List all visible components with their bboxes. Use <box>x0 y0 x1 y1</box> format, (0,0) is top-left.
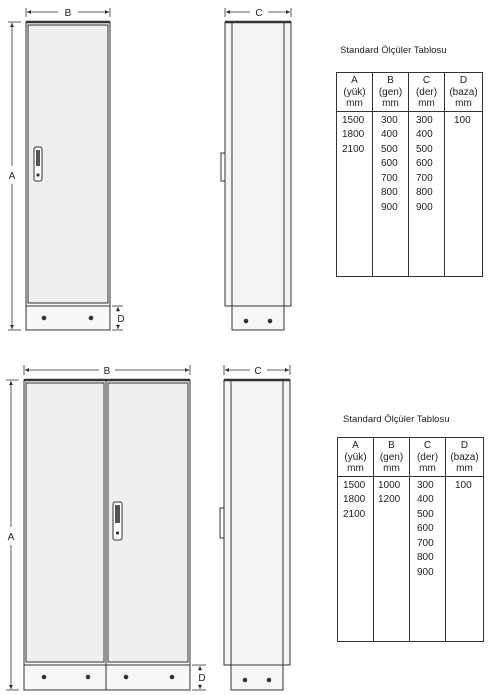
standard-dimensions-table-single <box>336 72 483 277</box>
column-c-values: 300 400 500 600 700 800 900 <box>409 111 445 276</box>
header-c: C (der) mm <box>410 438 446 477</box>
column-d-values: 100 <box>445 111 483 276</box>
double-door-cabinet-front <box>24 380 190 690</box>
header-d: D (baza) mm <box>446 438 484 477</box>
table-header-row <box>337 73 483 112</box>
header-c: C (der) mm <box>409 73 445 112</box>
column-b-values: 1000 1200 <box>374 476 410 641</box>
header-b: B (gen) mm <box>374 438 410 477</box>
bottom-depth-label: C <box>254 366 262 377</box>
column-c-values: 300 400 500 600 700 800 900 <box>410 476 446 641</box>
top-base-label: D <box>117 314 125 325</box>
table-values-row <box>337 111 483 276</box>
single-door-cabinet-side <box>221 22 291 330</box>
double-door-cabinet-side <box>220 380 290 690</box>
header-b: B (gen) mm <box>373 73 409 112</box>
column-a-values: 1500 1800 2100 <box>337 111 373 276</box>
column-b-values: 300 400 500 600 700 800 900 <box>373 111 409 276</box>
door-handle-icon <box>34 147 42 181</box>
column-a-values: 1500 1800 2100 <box>338 476 374 641</box>
header-d: D (baza) mm <box>445 73 483 112</box>
table-values-row <box>338 476 484 641</box>
standard-dimensions-table-double <box>337 437 484 642</box>
bottom-height-label: A <box>7 532 15 543</box>
bottom-width-label: B <box>103 366 111 377</box>
top-height-label: A <box>8 171 16 182</box>
table-header-row <box>338 438 484 477</box>
top-depth-label: C <box>255 8 263 19</box>
table-title-double: Standard Ölçüler Tablosu <box>343 414 450 425</box>
header-a: A (yük) mm <box>338 438 374 477</box>
table-title-single: Standard Ölçüler Tablosu <box>340 45 447 56</box>
bottom-base-label: D <box>198 673 206 684</box>
column-d-values: 100 <box>446 476 484 641</box>
double-door-handle-icon <box>113 502 122 540</box>
top-width-label: B <box>64 8 72 19</box>
header-a: A (yük) mm <box>337 73 373 112</box>
